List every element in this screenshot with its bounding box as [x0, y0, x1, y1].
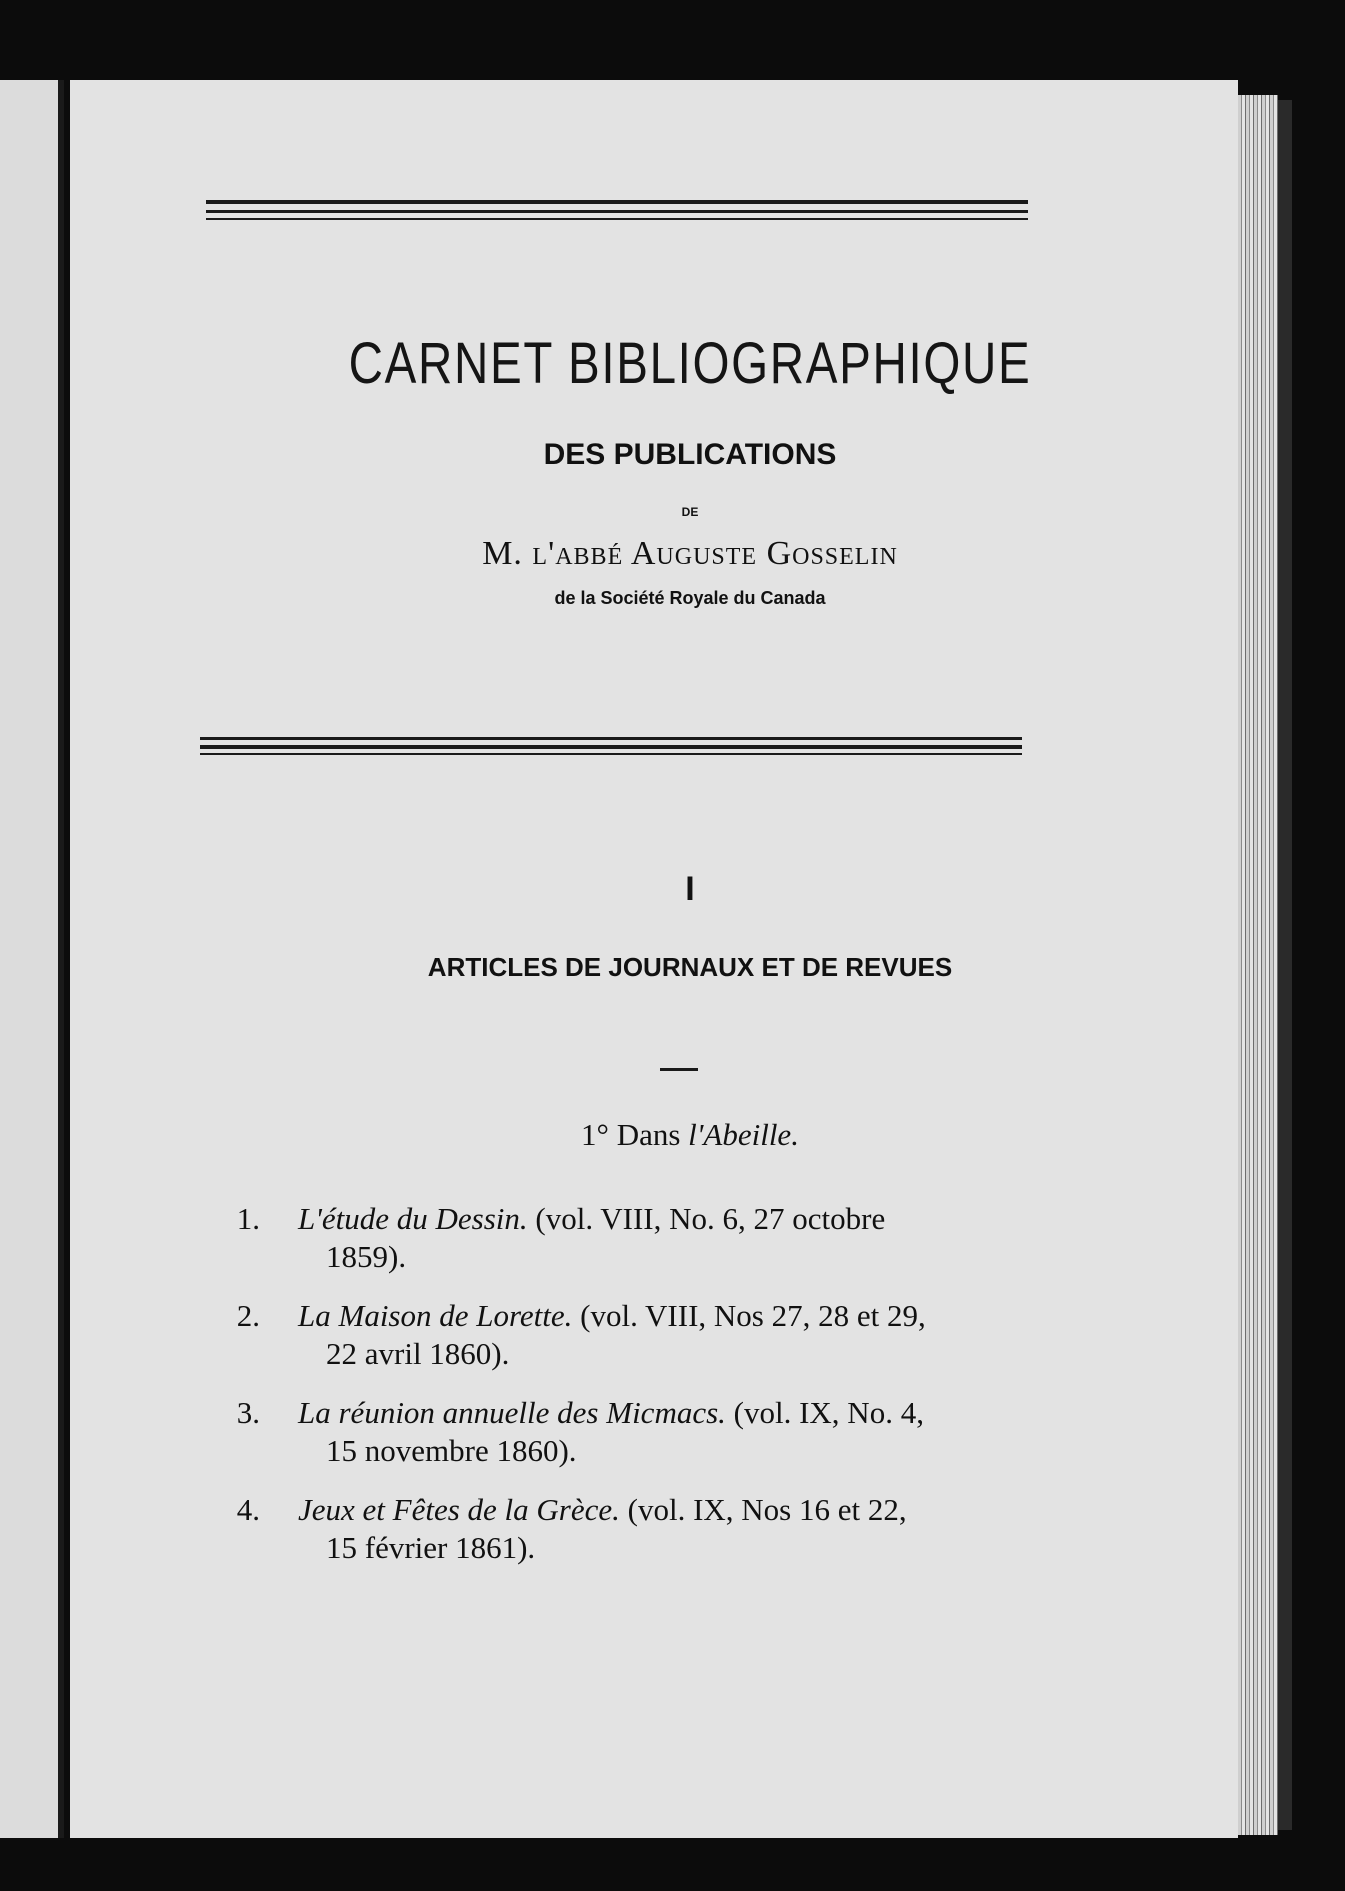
- middle-rule-lower: [200, 753, 1022, 755]
- section-dash: [660, 1068, 698, 1071]
- entry-title: La Maison de Lorette.: [298, 1298, 573, 1333]
- section-title: ARTICLES DE JOURNAUX ET DE REVUES: [427, 952, 953, 982]
- entry-list: [210, 1200, 1110, 1588]
- entry-reference: (vol. IX, Nos 16 et 22,: [627, 1492, 907, 1527]
- author-name: M. l'abbé Auguste Gosselin: [482, 535, 898, 572]
- top-rule-thick: [206, 200, 1028, 204]
- entry-reference-continued: 1859).: [326, 1239, 407, 1274]
- entry-reference: (vol. IX, No. 4,: [733, 1395, 924, 1430]
- list-item: [210, 1200, 1110, 1276]
- author-affiliation: de la Société Royale du Canada: [554, 588, 826, 608]
- connector-word: DE: [681, 505, 699, 519]
- entry-number: 1.: [236, 1201, 260, 1236]
- entry-reference: (vol. VIII, Nos 27, 28 et 29,: [580, 1298, 926, 1333]
- document-subtitle: DES PUBLICATIONS: [543, 438, 837, 471]
- middle-rule-thick: [200, 745, 1022, 749]
- section-number: I: [685, 870, 695, 908]
- subsection-prefix: 1° Dans: [581, 1117, 681, 1152]
- previous-page-edge: [0, 80, 60, 1838]
- entry-title: L'étude du Dessin.: [298, 1201, 528, 1236]
- entry-reference-continued: 22 avril 1860).: [326, 1336, 510, 1371]
- subsection-heading: [70, 1117, 1310, 1153]
- middle-rule-upper: [200, 737, 1022, 740]
- top-rule-lower: [206, 218, 1028, 220]
- entry-title: La réunion annuelle des Micmacs.: [298, 1395, 726, 1430]
- entry-body: [298, 1201, 1110, 1276]
- entry-reference-continued: 15 novembre 1860).: [326, 1433, 577, 1468]
- entry-title: Jeux et Fêtes de la Grèce.: [298, 1492, 620, 1527]
- document-page: [70, 80, 1238, 1838]
- list-item: [210, 1297, 1110, 1373]
- entry-number: 3.: [236, 1395, 260, 1430]
- document-title: CARNET BIBLIOGRAPHIQUE: [348, 331, 1032, 396]
- entry-body: [298, 1492, 1110, 1567]
- entry-number: 4.: [236, 1492, 260, 1527]
- entry-body: [298, 1298, 1110, 1373]
- entry-reference-continued: 15 février 1861).: [326, 1530, 536, 1565]
- entry-body: [298, 1395, 1110, 1470]
- entry-reference: (vol. VIII, No. 6, 27 octobre: [535, 1201, 886, 1236]
- page-gutter: [58, 80, 64, 1838]
- list-item: [210, 1394, 1110, 1470]
- subsection-journal: l'Abeille.: [688, 1117, 799, 1152]
- entry-number: 2.: [236, 1298, 260, 1333]
- top-rule-thin: [206, 210, 1028, 213]
- list-item: [210, 1491, 1110, 1567]
